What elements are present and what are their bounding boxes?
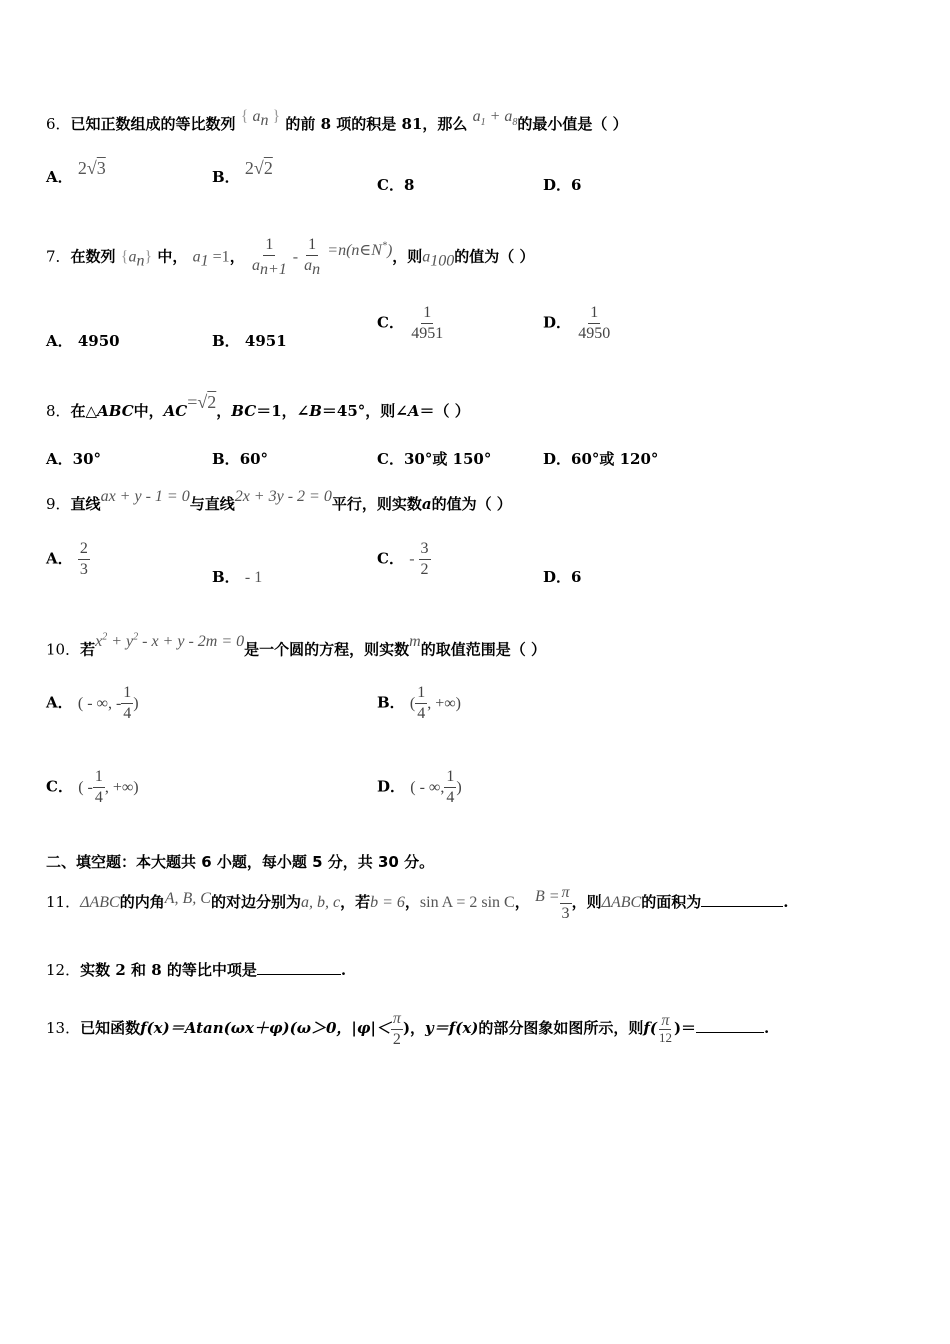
q6-option-b: B． 2√2 [212,158,273,186]
q7-option-c: C． $\frac{1}{4951}$ [377,304,444,342]
q9-option-a: A． $\frac{2}{3}$ [46,540,88,578]
question-9: 9．直线ax + y - 1 = 0与直线2x + 3y - 2 = 0平行，则实数a的值为（ ） [46,488,512,513]
sequence-notation: { [120,248,129,266]
section-heading: 二、填空题：本大题共 6 小题，每小题 5 分，共 30 分。 [46,853,435,871]
q6-option-c: C．8 [377,176,415,194]
sequence-notation: { $a_n$ } [240,108,281,130]
question-11: 11．ΔABC的内角A, B, C的对边分别为a, b, c，若b = 6，sin A = 2 sin C， B = $\frac{\pi}{3}$ ，则ΔABC的面积为 . [46,883,789,922]
q8-option-a: A．30° [46,450,102,468]
sum-expression: $a_1 + a_8$ [472,108,518,129]
fraction-1-over-a-n-plus-1: $\frac{1}{a_{n+1}}$ [251,235,287,278]
q10-option-d: D． ( - ∞, $\frac{1}{4}$ ) [377,768,462,806]
q9-option-c: C． - $\frac{3}{2}$ [377,540,429,578]
question-6: 6．已知正数组成的等比数列 { $a_n$ } 的前 8 项的积是 81，那么 $a_1 + a_8$的最小值是（ ） [46,108,628,133]
q9-option-d: D．6 [543,568,582,586]
question-7: 7．在数列 $\{a_n\}$ 中， $a_1 =1$， $\frac{1}{a_{n+1}}$ - $\frac{1}{a_n}$ =n(n∈N*)，则$a_{100}$的值为（ ） [46,235,535,278]
question-8: 8．在△ABC中，AC=√2，BC＝1，∠B＝45°，则∠A＝（ ） [46,392,470,420]
q6-option-d: D．6 [543,176,582,194]
answer-blank[interactable] [701,906,783,907]
question-13: 13．已知函数f(x)＝Atan(ωx＋φ)(ω＞0，|φ|＜ $\frac{\pi}{2}$ )，y＝f(x)的部分图象如图所示，则f( $\frac{\pi}{12}$ )＝ . [46,1009,770,1048]
q7-option-a: A． 4950 [46,332,120,350]
q8-option-d: D．60°或 120° [543,450,659,468]
question-12: 12．实数 2 和 8 的等比中项是 . [46,961,347,979]
recurrence-rhs: =n(n∈N*) [327,241,393,260]
q10-option-c: C． ( - $\frac{1}{4}$ , +∞) [46,768,139,806]
circle-equation: $x^2 + y^2 - x + y - 2m = 0$ [95,632,245,651]
q10-option-a: A． ( - ∞, - $\frac{1}{4}$ ) [46,684,139,722]
q8-option-c: C．30°或 150° [377,450,492,468]
question-10: 10．若$x^2 + y^2 - x + y - 2m = 0$是一个圆的方程，则实数m的取值范围是（ ） [46,632,546,659]
q10-option-b: B． ( $\frac{1}{4}$ , +∞) [377,684,462,722]
fraction-1-over-a-n: $\frac{1}{a_n}$ [304,235,321,278]
answer-blank[interactable] [257,974,341,975]
q7-option-d: D． $\frac{1}{4950}$ [543,304,611,342]
q8-option-b: B．60° [212,450,269,468]
q7-option-b: B． 4951 [212,332,287,350]
question-number: 6． [46,115,71,133]
q6-option-a: A． 2√3 [46,158,106,186]
answer-blank[interactable] [696,1032,764,1033]
q9-option-b: B． - 1 [212,568,263,586]
line-2-equation: 2x + 3y - 2 = 0 [234,488,332,505]
line-1-equation: ax + y - 1 = 0 [100,488,190,505]
